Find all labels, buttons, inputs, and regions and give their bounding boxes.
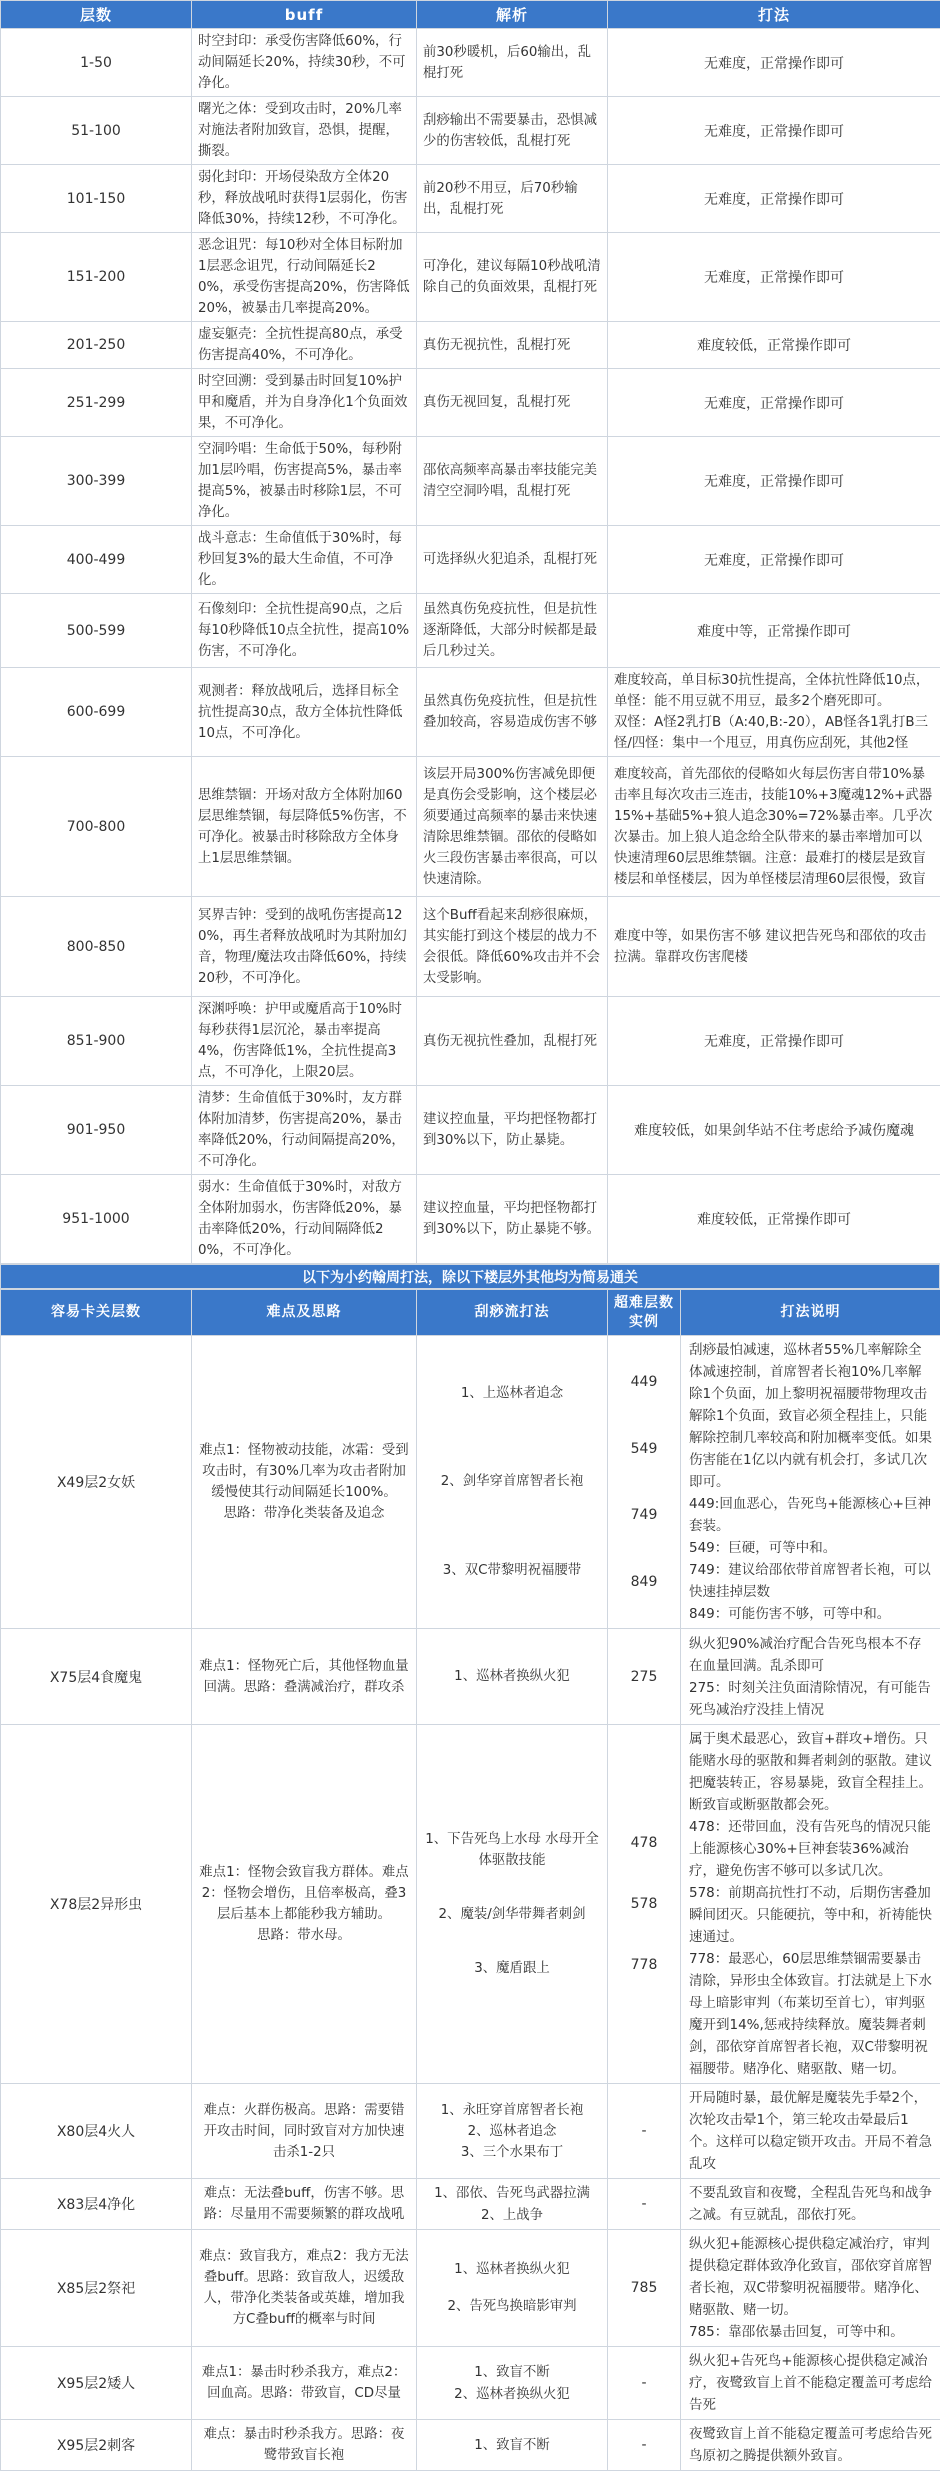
method-item: 2、巡林者换纵火犯 [423,2384,601,2405]
floor-range: 251-299 [1,369,192,437]
method-item: 1、下告死鸟上水母 水母开全体驱散技能 [423,1829,601,1871]
header-floors: 层数 [1,1,192,29]
table-row [1,437,940,526]
analysis-desc: 这个Buff看起来刮痧很麻烦，其实能打到这个楼层的战力不会很低。降低60%攻击并不会太受影响。 [417,897,608,997]
difficulty-desc: 难点：致盲我方，难点2：我方无法叠buff。思路：致盲敌人，迟缓敌人，带净化类装备或英雄，增加我方C叠buff的概率与时间 [192,2230,417,2347]
difficulty-desc: 难点1：怪物被动技能，冰霜：受到攻击时，有30%几率为攻击者附加缓慢使其行动间隔延长100%。 思路：带净化类装备及追念 [192,1336,417,1629]
buff-desc: 虚妄躯壳：全抗性提高80点，承受伤害提高40%，不可净化。 [192,322,417,369]
analysis-desc: 可选择纵火犯追杀，乱棍打死 [417,526,608,594]
table-row [1,997,940,1086]
strategy-desc: 无难度，正常操作即可 [608,526,940,594]
example-floor: - [608,2375,680,2391]
explanation-desc: 纵火犯+能源核心提供稳定减治疗，审判提供稳定群体致净化致盲，邵依穿首席智者长袍，双C带黎明祝福腰带。赌净化、赌驱散、赌一切。 785：靠邵依暴击回复，可等中和。 [681,2230,940,2347]
table-row [1,668,940,757]
method-item: 1、邵依、告死鸟武器拉满 [423,2183,601,2204]
floor-range: 201-250 [1,322,192,369]
buff-desc: 战斗意志：生命值低于30%时，每秒回复3%的最大生命值，不可净化。 [192,526,417,594]
example-floor: 849 [608,1574,680,1590]
floor-range: 101-150 [1,165,192,233]
floor-range: 700-800 [1,757,192,897]
example-floor: - [608,2123,680,2139]
strategy-desc: 难度较高，首先邵依的侵略如火每层伤害自带10%暴击率且每次攻击三连击，技能10%+3魔魂12%+武器15%+基础5%+狼人追念30%=72%暴击率。几乎次次暴击。加上狼人追念给全队带来的暴击率增加可以快速清理60层思维禁锢。注意：最难打的楼层是致盲楼层和单怪楼层，因为单怪楼层清理60层很慢，致盲 [608,757,940,897]
method-list [417,1629,608,1725]
floor-range: 400-499 [1,526,192,594]
analysis-desc: 虽然真伤免疫抗性，但是抗性逐渐降低，大部分时候都是最后几秒过关。 [417,594,608,668]
floor-range: 1-50 [1,29,192,97]
strategy-desc: 难度较低，正常操作即可 [608,322,940,369]
buff-desc: 思维禁锢：开场对敌方全体附加60层思维禁锢，每层降低5%伤害，不可净化。被暴击时移除敌方全体身上1层思维禁锢。 [192,757,417,897]
strategy-desc: 无难度，正常操作即可 [608,437,940,526]
analysis-desc: 前30秒暖机，后60输出，乱棍打死 [417,29,608,97]
method-item: 2、上战争 [423,2205,601,2226]
method-list [417,2420,608,2471]
example-list [608,1336,681,1629]
method-item: 2、剑华穿首席智者长袍 [423,1471,601,1492]
buff-desc: 观测者：释放战吼后，选择目标全抗性提高30点，敌方全体抗性降低10点，不可净化。 [192,668,417,757]
floor-range: 851-900 [1,997,192,1086]
table-row [1,369,940,437]
method-list [417,2230,608,2347]
buff-desc: 冥界吉钟：受到的战吼伤害提高120%，再生者释放战吼时为其附加幻音，物理/魔法攻击降低60%，持续20秒，不可净化。 [192,897,417,997]
header-method: 刮痧流打法 [417,1290,608,1336]
explanation-desc: 纵火犯90%减治疗配合告死鸟根本不存在血量回满。乱杀即可 275：时刻关注负面清除情况，有可能告死鸟减治疗没挂上情况 [681,1629,940,1725]
buff-desc: 时空封印：承受伤害降低60%，行动间隔延长20%，持续30秒，不可净化。 [192,29,417,97]
header-hard-floor: 容易卡关层数 [1,1290,192,1336]
analysis-desc: 虽然真伤免疫抗性，但是抗性叠加较高，容易造成伤害不够 [417,668,608,757]
table-row [1,322,940,369]
strategy-desc: 难度中等，正常操作即可 [608,594,940,668]
floor-range: 901-950 [1,1086,192,1175]
header-explanation: 打法说明 [681,1290,940,1336]
header-analysis: 解析 [417,1,608,29]
example-list [608,2230,681,2347]
floor-range: 600-699 [1,668,192,757]
buff-desc: 时空回溯：受到暴击时回复10%护甲和魔盾，并为自身净化1个负面效果，不可净化。 [192,369,417,437]
explanation-desc: 属于奥术最恶心，致盲+群攻+增伤。只能赌水母的驱散和舞者刺剑的驱散。建议把魔装转正，容易暴毙，致盲全程挂上。断致盲或断驱散都会死。 478：还带回血，没有告死鸟的情况只能上能源核心30%+巨神套装36%减治疗，避免伤害不够可以多试几次。 578：前期高抗性打不动，后期伤害叠加瞬间团灭。只能硬抗，等中和，祈祷能快速通过。 778：最恶心，60层思维禁锢需要暴击清除，异形虫全体致盲。打法就是上下水母上暗影审判（布莱切至首七），审判驱魔开到14%,惩戒持续释放。魔装舞者刺剑，邵依穿首席智者长袍，双C带黎明祝福腰带。赌净化、赌驱散、赌一切。 [681,1725,940,2084]
example-list [608,2420,681,2471]
table-row [1,2084,940,2179]
hard-floor: X95层2矮人 [1,2347,192,2420]
method-list [417,1336,608,1629]
hard-floor: X78层2异形虫 [1,1725,192,2084]
analysis-desc: 真伤无视抗性叠加，乱棍打死 [417,997,608,1086]
explanation-desc: 刮痧最怕减速，巡林者55%几率解除全体减速控制，首席智者长袍10%几率解除1个负面，加上黎明祝福腰带物理攻击解除1个负面，致盲必须全程挂上，只能解除控制几率较高和附加概率变低。如果伤害能在1亿以内就有机会打，多试几次即可。 449:回血恶心，告死鸟+能源核心+巨神套装。 549：巨硬，可等中和。 749：建议给邵依带首席智者长袍，可以快速挂掉层数 849：可能伤害不够，可等中和。 [681,1336,940,1629]
difficulty-desc: 难点：火群伤极高。思路：需要错开攻击时间，同时致盲对方加快速击杀1-2只 [192,2084,417,2179]
example-list [608,2084,681,2179]
buff-desc: 曙光之体：受到攻击时，20%几率对施法者附加致盲，恐惧，提醒，撕裂。 [192,97,417,165]
example-floor: 275 [608,1669,680,1685]
table-row [1,29,940,97]
example-floor: 449 [608,1374,680,1390]
method-list [417,2179,608,2230]
table-row [1,2230,940,2347]
floor-range: 300-399 [1,437,192,526]
strategy-desc: 无难度，正常操作即可 [608,165,940,233]
example-floor: - [608,2437,680,2453]
difficulty-desc: 难点1：暴击时秒杀我方，难点2：回血高。思路：带致盲，CD尽量 [192,2347,417,2420]
table-row [1,2347,940,2420]
method-item: 1、永旺穿首席智者长袍 [423,2100,601,2121]
hard-floor: X75层4食魔鬼 [1,1629,192,1725]
table-row [1,1629,940,1725]
method-item: 1、上巡林者追念 [423,1383,601,1404]
analysis-desc: 该层开局300%伤害减免即便是真伤会受影响，这个楼层必须要通过高频率的暴击来快速清除思维禁锢。邵依的侵略如火三段伤害暴击率很高，可以快速清除。 [417,757,608,897]
strategy-desc: 难度中等，如果伤害不够 建议把告死鸟和邵依的攻击拉满。靠群攻伤害爬楼 [608,897,940,997]
strategy-desc: 无难度，正常操作即可 [608,369,940,437]
section-band: 以下为小约翰周打法，除以下楼层外其他均为简易通关 [1,1265,940,1289]
example-floor: 778 [608,1957,680,1973]
header-strategy: 打法 [608,1,940,29]
difficulty-desc: 难点：暴击时秒杀我方。思路：夜鹭带致盲长袍 [192,2420,417,2471]
example-floor: 578 [608,1896,680,1912]
table-row [1,526,940,594]
example-floor: 785 [608,2280,680,2296]
method-list [417,1725,608,2084]
table-row [1,165,940,233]
explanation-desc: 不要乱致盲和夜鹭，全程乱告死鸟和战争之减。有豆就乱，邵依打死。 [681,2179,940,2230]
difficulty-desc: 难点1：怪物死亡后，其他怪物血量回满。思路：叠满减治疗，群攻杀 [192,1629,417,1725]
difficulty-desc: 难点1：怪物会致盲我方群体。难点2：怪物会增伤，且倍率极高，叠3层后基本上都能秒我方辅助。 思路：带水母。 [192,1725,417,2084]
method-item: 3、魔盾跟上 [423,1958,601,1979]
example-floor: 478 [608,1835,680,1851]
analysis-desc: 邵依高频率高暴击率技能完美清空空洞吟唱，乱棍打死 [417,437,608,526]
method-list [417,2084,608,2179]
example-list [608,2347,681,2420]
example-list [608,2179,681,2230]
strategy-desc: 无难度，正常操作即可 [608,997,940,1086]
analysis-desc: 真伤无视抗性，乱棍打死 [417,322,608,369]
method-item: 3、双C带黎明祝福腰带 [423,1560,601,1581]
hard-floor: X83层4净化 [1,2179,192,2230]
example-floor: 749 [608,1507,680,1523]
method-item: 3、三个水果布丁 [423,2142,601,2163]
floor-range: 951-1000 [1,1175,192,1264]
table-row [1,1725,940,2084]
table-row [1,97,940,165]
header-buff: buff [192,1,417,29]
explanation-desc: 开局随时暴，最优解是魔装先手晕2个，次轮攻击晕1个，第三轮攻击晕最后1个。这样可以稳定锁开攻击。开局不着急乱攻 [681,2084,940,2179]
method-item: 1、致盲不断 [423,2362,601,2383]
table-row [1,2179,940,2230]
analysis-desc: 刮痧输出不需要暴击，恐惧减少的伤害较低，乱棍打死 [417,97,608,165]
floor-range: 500-599 [1,594,192,668]
buff-desc: 清梦：生命值低于30%时，友方群体附加清梦，伤害提高20%，暴击率降低20%，行动间隔提高20%，不可净化。 [192,1086,417,1175]
explanation-desc: 夜鹭致盲上首不能稳定覆盖可考虑给告死鸟原初之腾提供额外致盲。 [681,2420,940,2471]
table-row [1,897,940,997]
buff-desc: 空洞吟唱：生命低于50%，每秒附加1层吟唱，伤害提高5%，暴击率提高5%，被暴击时移除1层，不可净化。 [192,437,417,526]
method-item: 1、巡林者换纵火犯 [423,2259,601,2280]
strategy-desc: 无难度，正常操作即可 [608,233,940,322]
strategy-desc: 无难度，正常操作即可 [608,29,940,97]
hard-floor: X95层2刺客 [1,2420,192,2471]
table-row [1,233,940,322]
header-difficulty: 难点及思路 [192,1290,417,1336]
hard-floor-table [0,1289,940,2471]
example-floor: 549 [608,1441,680,1457]
band-table [0,1264,940,1289]
hard-floor: X85层2祭祀 [1,2230,192,2347]
buff-desc: 石像刻印：全抗性提高90点，之后每10秒降低10点全抗性，提高10%伤害，不可净化。 [192,594,417,668]
analysis-desc: 建议控血量，平均把怪物都打到30%以下，防止暴毙不够。 [417,1175,608,1264]
strategy-desc: 难度较低，正常操作即可 [608,1175,940,1264]
hard-floor: X49层2女妖 [1,1336,192,1629]
table-row [1,2420,940,2471]
floor-range: 800-850 [1,897,192,997]
analysis-desc: 可净化，建议每隔10秒战吼清除自己的负面效果，乱棍打死 [417,233,608,322]
buff-desc: 弱化封印：开场侵染敌方全体20秒，释放战吼时获得1层弱化，伤害降低30%，持续12秒，不可净化。 [192,165,417,233]
method-item: 2、告死鸟换暗影审判 [423,2296,601,2317]
method-item: 1、致盲不断 [423,2435,601,2456]
strategy-desc: 难度较低，如果剑华站不住考虑给予减伤魔魂 [608,1086,940,1175]
difficulty-desc: 难点：无法叠buff，伤害不够。思路：尽量用不需要频繁的群攻战吼 [192,2179,417,2230]
example-list [608,1629,681,1725]
example-list [608,1725,681,2084]
example-floor: - [608,2196,680,2212]
analysis-desc: 建议控血量，平均把怪物都打到30%以下，防止暴毙。 [417,1086,608,1175]
method-item: 2、魔装/剑华带舞者刺剑 [423,1904,601,1925]
explanation-desc: 纵火犯+告死鸟+能源核心提供稳定减治疗，夜鹭致盲上首不能稳定覆盖可考虑给告死 [681,2347,940,2420]
hard-floor: X80层4火人 [1,2084,192,2179]
method-list [417,2347,608,2420]
buff-desc: 深渊呼唤：护甲或魔盾高于10%时每秒获得1层沉沦，暴击率提高4%，伤害降低1%，全抗性提高3点，不可净化，上限20层。 [192,997,417,1086]
floor-range: 51-100 [1,97,192,165]
header-examples: 超难层数实例 [608,1290,681,1336]
table-row [1,757,940,897]
buff-desc: 弱水：生命值低于30%时，对敌方全体附加弱水，伤害降低20%，暴击率降低20%，行动间隔降低20%，不可净化。 [192,1175,417,1264]
strategy-desc: 无难度，正常操作即可 [608,97,940,165]
table-row [1,1086,940,1175]
table-row [1,1336,940,1629]
table-row [1,1175,940,1264]
floor-range: 151-200 [1,233,192,322]
buff-desc: 恶念诅咒：每10秒对全体目标附加1层恶念诅咒，行动间隔延长20%，承受伤害提高20%，伤害降低20%，被暴击几率提高20%。 [192,233,417,322]
analysis-desc: 前20秒不用豆，后70秒输出，乱棍打死 [417,165,608,233]
table-row [1,594,940,668]
method-item: 1、巡林者换纵火犯 [423,1666,601,1687]
method-item: 2、巡林者追念 [423,2121,601,2142]
strategy-desc: 难度较高，单目标30抗性提高，全体抗性降低10点，单怪：能不用豆就不用豆，最多2个磨死即可。 双怪：A怪2乳打B（A:40,B:-20），AB怪各1乳打B三怪/四怪：集中一个甩豆，用真伤应刮死，其他2怪 [608,668,940,757]
analysis-desc: 真伤无视回复，乱棍打死 [417,369,608,437]
